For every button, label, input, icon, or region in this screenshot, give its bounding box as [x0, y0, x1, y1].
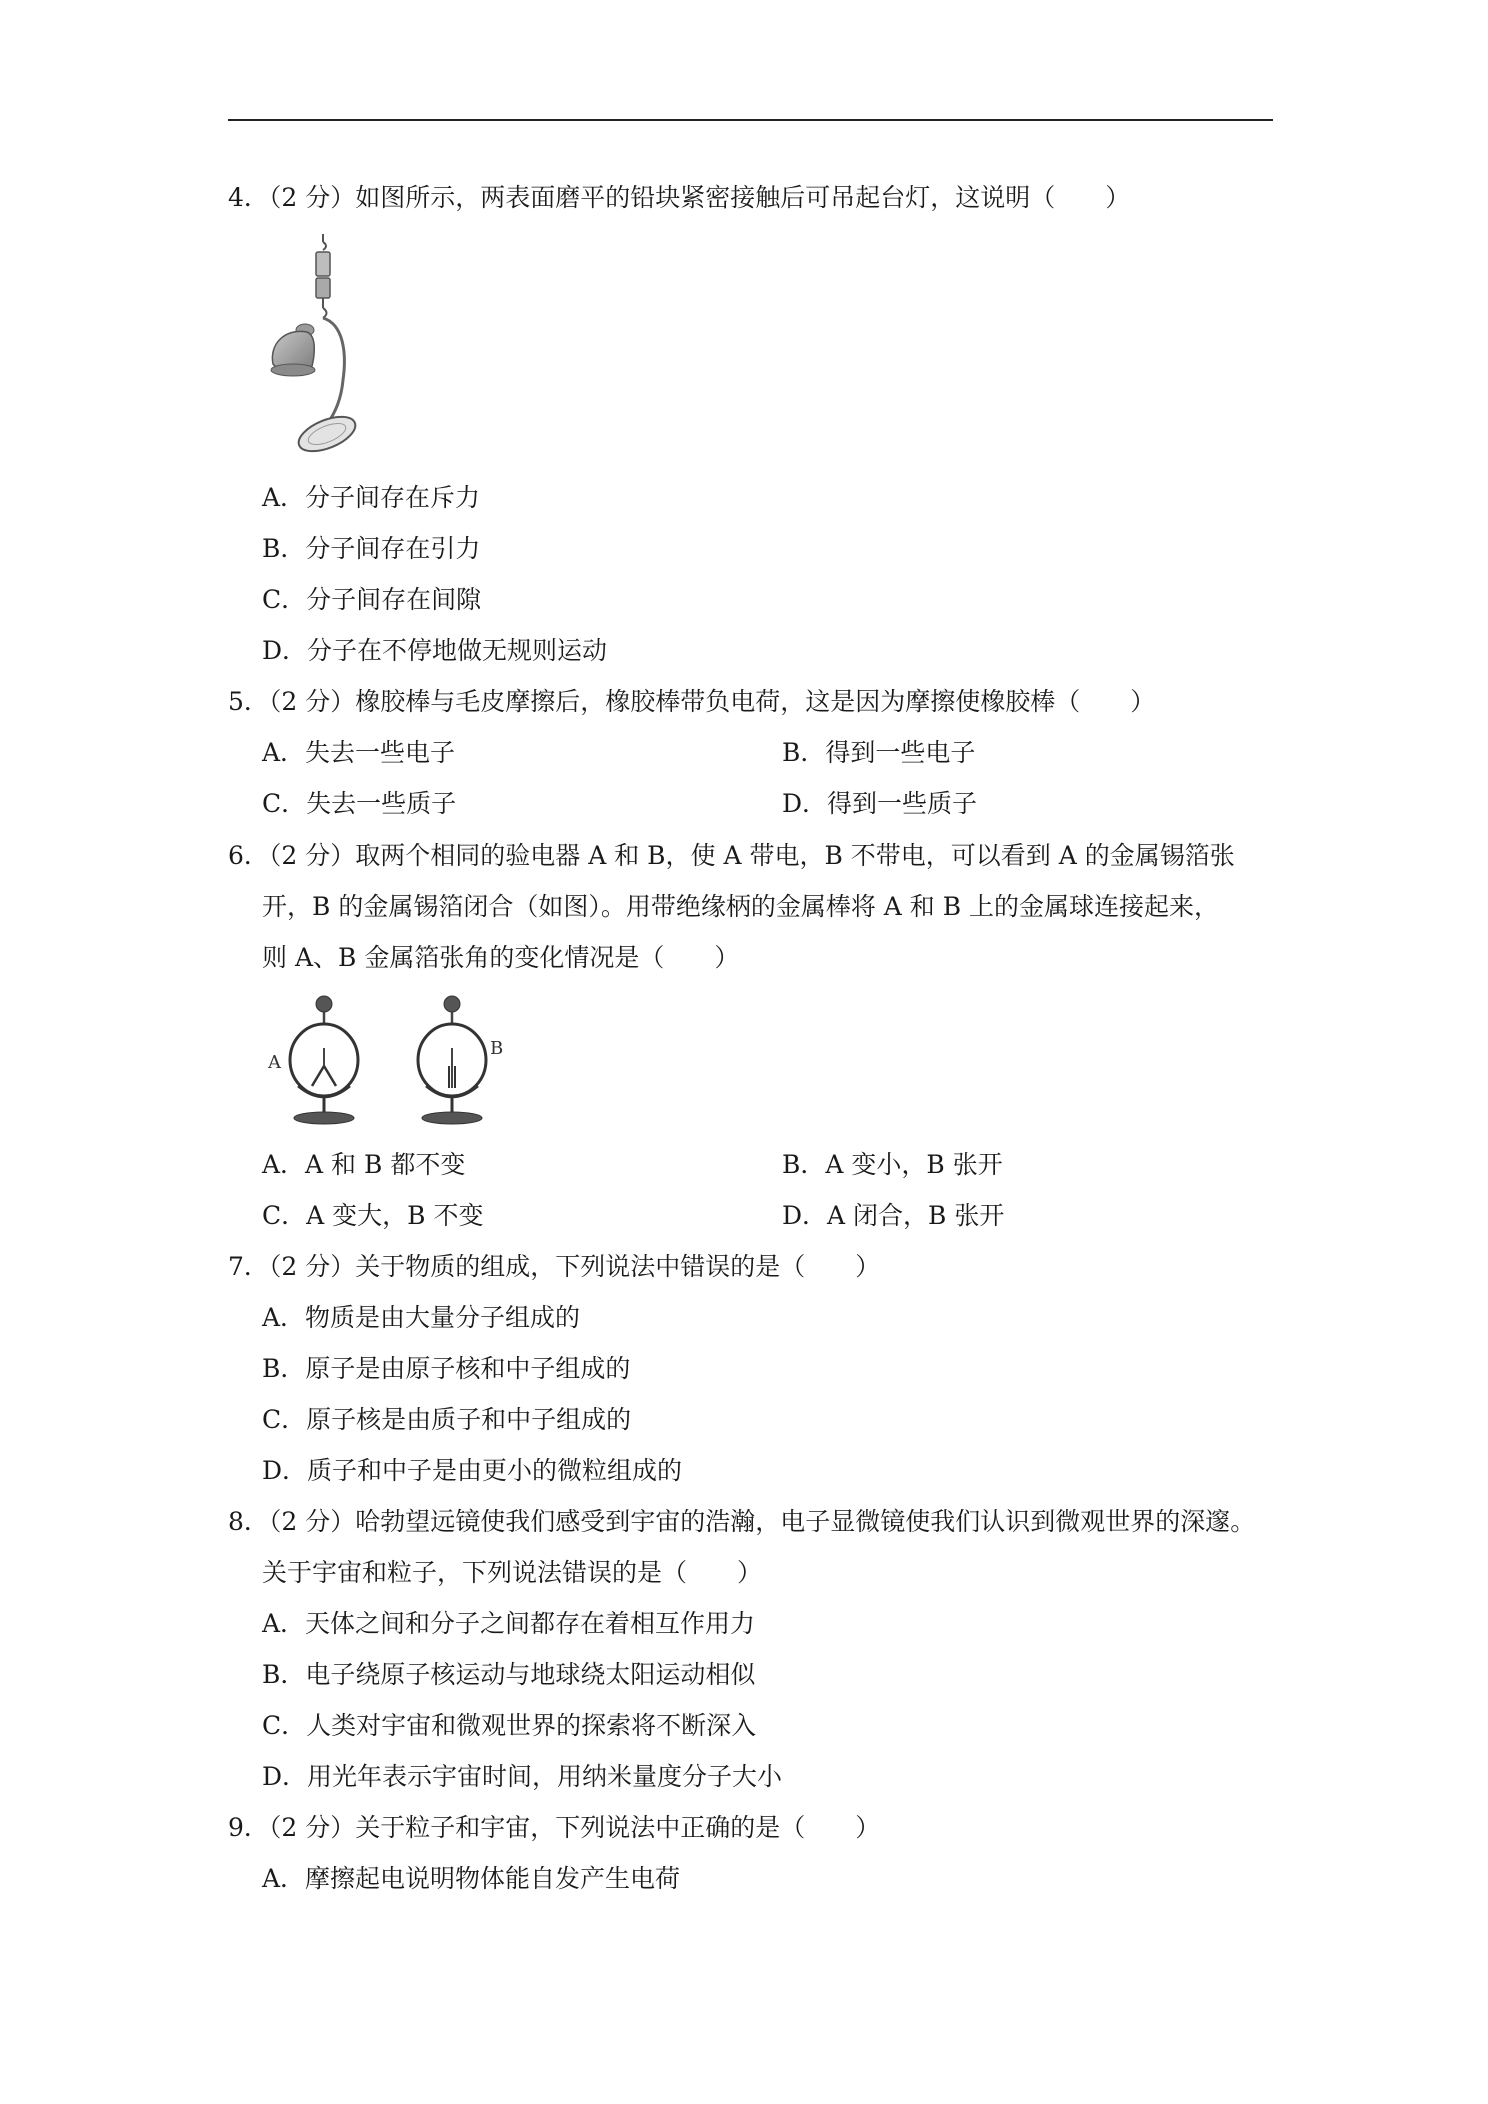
lamp-figure	[255, 232, 375, 462]
electroscope-b-label: B	[490, 1038, 504, 1059]
question-8-stem-line2: 关于宇宙和粒子，下列说法错误的是（ ）	[262, 1558, 763, 1587]
electroscope-a	[290, 996, 358, 1124]
question-5-stem: 5．（2 分）橡胶棒与毛皮摩擦后，橡胶棒带负电荷，这是因为摩擦使橡胶棒（ ）	[228, 687, 1156, 716]
electroscope-b	[418, 996, 486, 1124]
question-9-stem: 9．（2 分）关于粒子和宇宙，下列说法中正确的是（ ）	[228, 1813, 881, 1842]
q7-option-c: C．原子核是由质子和中子组成的	[262, 1405, 632, 1434]
q8-option-c: C．人类对宇宙和微观世界的探索将不断深入	[262, 1711, 757, 1740]
q4-option-d: D．分子在不停地做无规则运动	[262, 636, 608, 665]
question-4-stem: 4．（2 分）如图所示，两表面磨平的铅块紧密接触后可吊起台灯，这说明（ ）	[228, 183, 1131, 212]
q8-option-a: A．天体之间和分子之间都存在着相互作用力	[262, 1609, 756, 1638]
q5-option-d: D．得到一些质子	[782, 789, 978, 818]
q8-option-b: B．电子绕原子核运动与地球绕太阳运动相似	[262, 1660, 756, 1689]
question-6-stem-line3: 则 A、B 金属箔张角的变化情况是（ ）	[262, 943, 740, 972]
q6-option-b: B．A 变小，B 张开	[782, 1150, 1003, 1179]
q7-option-b: B．原子是由原子核和中子组成的	[262, 1354, 631, 1383]
question-7-stem: 7．（2 分）关于物质的组成，下列说法中错误的是（ ）	[228, 1252, 881, 1281]
q6-option-a: A．A 和 B 都不变	[262, 1150, 466, 1179]
q6-option-d: D．A 闭合，B 张开	[782, 1201, 1005, 1230]
q4-option-c: C．分子间存在间隙	[262, 585, 482, 614]
q9-option-a: A．摩擦起电说明物体能自发产生电荷	[262, 1864, 681, 1893]
question-6-stem-line1: 6．（2 分）取两个相同的验电器 A 和 B，使 A 带电，B 不带电，可以看到 A 的金属锡箔张	[228, 841, 1235, 870]
q5-option-a: A．失去一些电子	[262, 738, 456, 767]
q8-option-d: D．用光年表示宇宙时间，用纳米量度分子大小	[262, 1762, 783, 1791]
header-rule	[228, 119, 1273, 121]
q7-option-a: A．物质是由大量分子组成的	[262, 1303, 581, 1332]
electroscope-figure	[262, 990, 522, 1130]
question-6-stem-line2: 开，B 的金属锡箔闭合（如图）。用带绝缘柄的金属棒将 A 和 B 上的金属球连接起来，	[262, 892, 1220, 921]
electroscope-a-label: A	[268, 1052, 281, 1073]
q6-option-c: C．A 变大，B 不变	[262, 1201, 484, 1230]
q7-option-d: D．质子和中子是由更小的微粒组成的	[262, 1456, 683, 1485]
q5-option-b: B．得到一些电子	[782, 738, 976, 767]
q4-option-a: A．分子间存在斥力	[262, 483, 481, 512]
question-8-stem-line1: 8．（2 分）哈勃望远镜使我们感受到宇宙的浩瀚，电子显微镜使我们认识到微观世界的深邃。	[228, 1507, 1256, 1536]
q5-option-c: C．失去一些质子	[262, 789, 457, 818]
q4-option-b: B．分子间存在引力	[262, 534, 481, 563]
